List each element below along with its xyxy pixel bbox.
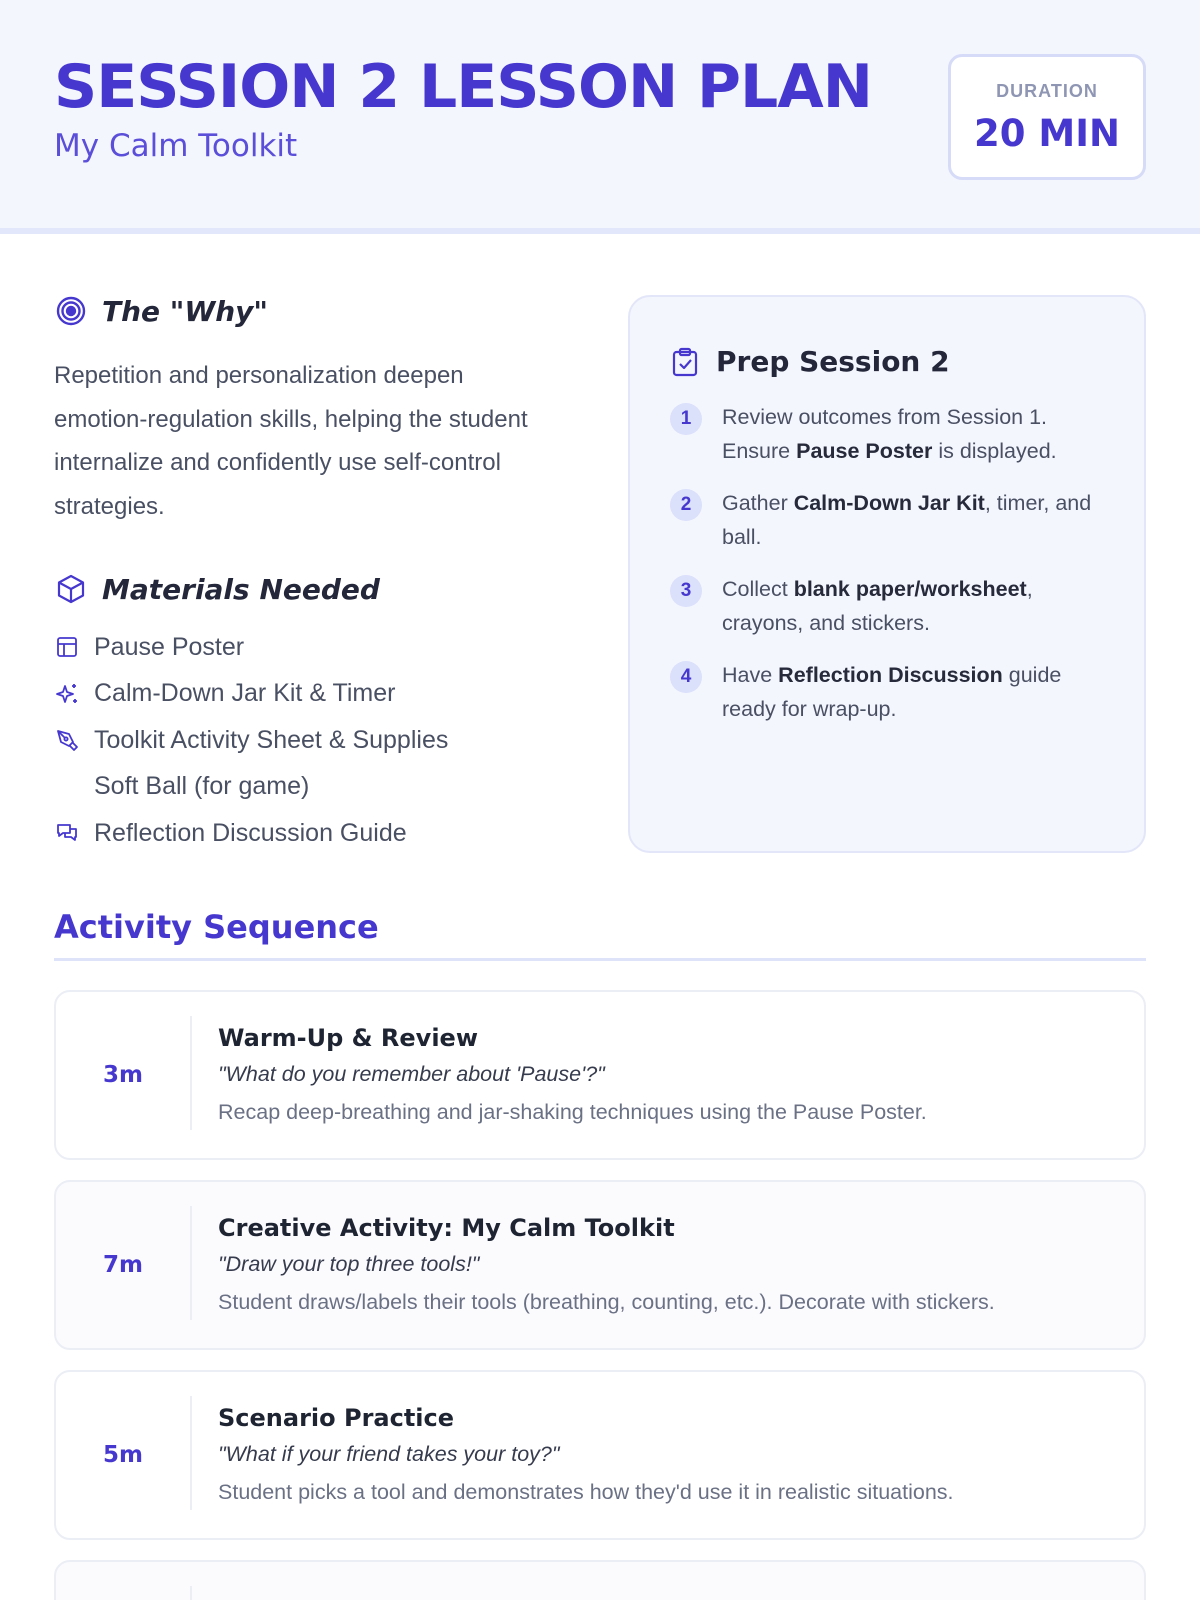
material-label: Reflection Discussion Guide <box>94 818 407 847</box>
activity-heading: Activity Sequence <box>54 908 379 946</box>
step-number: 1 <box>670 403 702 435</box>
step-number: 2 <box>670 489 702 521</box>
step-text: Collect blank paper/worksheet, crayons, and stickers. <box>722 577 1033 635</box>
activity-divider <box>54 958 1146 961</box>
material-item <box>54 810 448 857</box>
step-number: 4 <box>670 661 702 693</box>
why-text: Repetition and personalization deepen emotion-regulation skills, helping the student internalize and confidently use self-control strategies. <box>54 362 528 520</box>
activity-title: Creative Activity: My Calm Toolkit <box>218 1214 675 1242</box>
activity-card <box>54 1560 1146 1600</box>
duration-value: 20 MIN <box>974 112 1120 155</box>
activity-description: Student draws/labels their tools (breathing, counting, etc.). Decorate with stickers. <box>218 1290 995 1314</box>
pen-tool-icon <box>54 727 80 753</box>
material-label: Toolkit Activity Sheet & Supplies <box>94 725 449 754</box>
activity-card <box>54 1370 1146 1540</box>
step-number: 3 <box>670 575 702 607</box>
poster-icon <box>54 634 80 660</box>
box-icon <box>54 572 88 606</box>
prep-card <box>628 295 1146 853</box>
card-divider <box>190 1586 192 1600</box>
material-label: Soft Ball (for game) <box>94 772 310 801</box>
activity-card <box>54 1180 1146 1350</box>
page-subtitle: My Calm Toolkit <box>54 128 298 164</box>
step-text: Review outcomes from Session 1. Ensure Pause Poster is displayed. <box>722 405 1057 463</box>
sparkles-icon <box>54 681 80 707</box>
activity-description: Student picks a tool and demonstrates how they'd use it in realistic situations. <box>218 1480 954 1504</box>
step-text: Have Reflection Discussion guide ready for wrap-up. <box>722 663 1062 721</box>
prep-steps <box>670 401 1115 745</box>
card-divider <box>190 1396 192 1510</box>
materials-list <box>54 624 448 857</box>
duration-label: DURATION <box>996 81 1098 101</box>
card-divider <box>190 1016 192 1130</box>
activity-description: Recap deep-breathing and jar-shaking techniques using the Pause Poster. <box>218 1100 927 1124</box>
materials-heading <box>54 572 380 606</box>
why-heading-label: The "Why" <box>102 294 269 328</box>
activity-quote: "Draw your top three tools!" <box>218 1252 480 1276</box>
activity-quote: "What do you remember about 'Pause'?" <box>218 1062 605 1086</box>
material-item <box>54 671 448 718</box>
activity-title: Warm-Up & Review <box>218 1024 479 1052</box>
prep-heading-label: Prep Session 2 <box>716 345 950 378</box>
materials-heading-label: Materials Needed <box>102 572 380 606</box>
prep-step <box>670 573 1115 640</box>
material-item <box>54 717 448 764</box>
ball-icon-placeholder <box>54 774 80 800</box>
material-label: Pause Poster <box>94 632 245 661</box>
page-title: SESSION 2 LESSON PLAN <box>54 52 872 122</box>
activity-card <box>54 990 1146 1160</box>
activity-time <box>56 1562 190 1600</box>
chat-bubbles-icon <box>54 820 80 846</box>
material-label: Calm-Down Jar Kit & Timer <box>94 679 396 708</box>
step-text: Gather Calm-Down Jar Kit, timer, and ball. <box>722 491 1092 549</box>
target-icon <box>54 294 88 328</box>
card-divider <box>190 1206 192 1320</box>
activity-time: 5m <box>103 1442 143 1468</box>
prep-heading <box>670 345 950 378</box>
material-item <box>54 624 448 671</box>
prep-step <box>670 401 1115 468</box>
activity-time: 3m <box>103 1062 143 1088</box>
prep-step <box>670 487 1115 554</box>
prep-step <box>670 659 1115 726</box>
duration-badge <box>948 54 1146 180</box>
page-header <box>0 0 1200 234</box>
activity-title: Scenario Practice <box>218 1404 455 1432</box>
why-heading <box>54 294 268 328</box>
activity-quote: "What if your friend takes your toy?" <box>218 1442 560 1466</box>
clipboard-check-icon <box>670 347 700 377</box>
activity-time: 7m <box>103 1252 143 1278</box>
material-item <box>54 764 448 811</box>
